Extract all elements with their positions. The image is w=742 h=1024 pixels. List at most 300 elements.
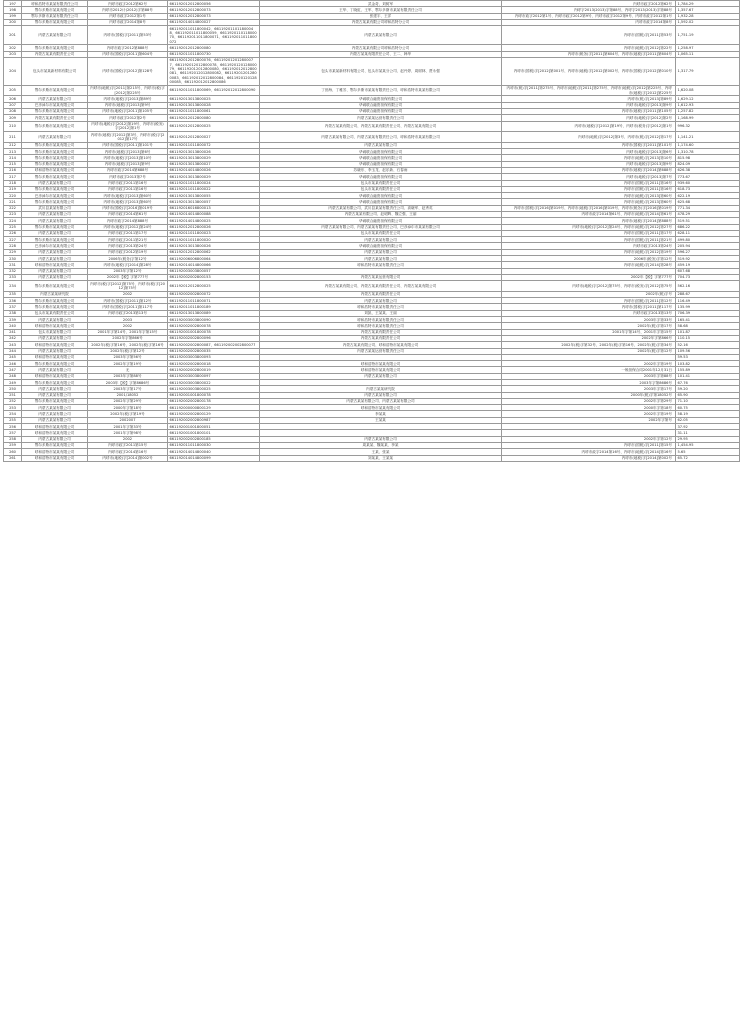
row-number-cell: 222 [4, 205, 22, 211]
guarantor-name-cell: 内蒙古某某有限公司 [260, 256, 502, 262]
loan-balance-cell: 459.19 [676, 262, 740, 268]
loan-balance-cell: 1,592.02 [676, 19, 740, 25]
row-number-cell: 199 [4, 13, 22, 19]
loan-balance-cell: 58.19 [676, 411, 740, 417]
guarantee-contract-cell: 内呼市(国税)字[2012]第001号、内呼市(地税)字[2012]第002号、内呼市(国税)字[2012]第010号 [502, 57, 676, 85]
table-row [4, 132, 740, 143]
borrower-name-cell: 内蒙古某某有限公司 [22, 411, 88, 417]
borrower-name-cell: 鄂尔多斯市某某有限公司 [22, 442, 88, 448]
guarantee-contract-cell: 内呼市(地税)字[2012]第24号、内呼市(地税)字[2012]第27号 [502, 224, 676, 230]
contract-number-cell: 内呼市(税)字[2012]第75号、内呼市(税)字[2012]第75号 [88, 281, 168, 292]
account-number-cell: 661192014014800026 [168, 167, 260, 173]
loan-balance-cell: 67.76 [676, 380, 740, 386]
guarantor-name-cell: 王某、张某 [260, 449, 502, 455]
contract-number-cell: 2002 [88, 291, 168, 297]
loan-balance-cell: 62.05 [676, 417, 740, 423]
row-number-cell: 233 [4, 274, 22, 280]
borrower-name-cell: 鄂尔多斯市某某有限公司 [22, 224, 88, 230]
row-number-cell: 213 [4, 149, 22, 155]
borrower-name-cell: 巴彦淖尔市某某有限公司 [22, 193, 88, 199]
guarantee-contract-cell: 2002年(税)字第17号 [502, 323, 676, 329]
borrower-name-cell: 内蒙古某某研究院 [22, 291, 88, 297]
borrower-name-cell: 鄂尔多斯市某某有限公司 [22, 45, 88, 51]
borrower-name-cell: 鄂尔多斯市某某有限公司 [22, 161, 88, 167]
loan-balance-cell: 1,141.21 [676, 132, 740, 143]
loan-balance-cell: 625.68 [676, 199, 740, 205]
borrower-name-cell: 内蒙古某某有限公司 [22, 96, 88, 102]
borrower-name-cell: 鄂尔多斯市某某有限公司 [22, 237, 88, 243]
account-number-cell: 661192003003800093 [168, 354, 260, 360]
account-number-cell: 661192012012800025 [168, 281, 260, 292]
guarantee-contract-cell: 内呼市政字2012第62号 [502, 1, 676, 7]
guarantor-name-cell: 华诚联合融资担保有限公司 [260, 102, 502, 108]
contract-number-cell: 2002年字第19号 [88, 361, 168, 367]
guarantee-contract-cell: 2002年(税)字第32号、2002年(税)字第16号、2002年(税)字第34号 [502, 342, 676, 348]
account-number-cell: 661192013013800029 [168, 155, 260, 161]
contract-number-cell: 内呼市政字2013第13号 [88, 310, 168, 316]
row-number-cell: 251 [4, 392, 22, 398]
loan-balance-cell: 622.19 [676, 193, 740, 199]
account-number-cell: 661192002002800078 [168, 323, 260, 329]
guarantor-name-cell: 内蒙古某某有限公司 [260, 298, 502, 304]
row-number-cell: 249 [4, 380, 22, 386]
table-row [4, 281, 740, 292]
row-number-cell: 230 [4, 256, 22, 262]
account-number-cell: 661192013013800028 [168, 102, 260, 108]
row-number-cell: 240 [4, 323, 22, 329]
loan-balance-cell: 1,310.78 [676, 149, 740, 155]
contract-number-cell: 2003年字第88号 [88, 373, 168, 379]
guarantee-contract-cell: 内呼市(国税)字[2011]第12号 [502, 298, 676, 304]
guarantor-name-cell: 内蒙古某某有限公司 [260, 436, 502, 442]
guarantor-name-cell: 内蒙古某某有限公司 [260, 392, 502, 398]
guarantee-contract-cell: 内呼市(地税)字[2014]第688号 [502, 167, 676, 173]
account-number-cell: 661192002002800153 [168, 274, 260, 280]
guarantor-name-cell: 内蒙古某某有限责任公司 [260, 291, 502, 297]
guarantee-contract-cell: 内呼市(地税)字[2013]第10号 [502, 155, 676, 161]
row-number-cell: 200 [4, 19, 22, 25]
account-number-cell: 661192003003800025 [168, 386, 260, 392]
account-number-cell: 661192011011800022 [168, 186, 260, 192]
guarantee-contract-cell: 2003年字第8686号 [502, 380, 676, 386]
contract-number-cell: 内呼市2012计(2012)字第88号 [88, 7, 168, 13]
guarantor-name-cell: 内蒙古某某有限公司、内蒙古某某有限公司 [260, 398, 502, 404]
borrower-name-cell: 包头市某某有限责任公司 [22, 310, 88, 316]
row-number-cell: 209 [4, 115, 22, 121]
guarantor-name-cell: 内蒙古某某有限公司 [260, 237, 502, 243]
account-number-cell: 661192011011800020 [168, 237, 260, 243]
guarantee-contract-cell: 内呼市(税)字[2011]第275号、内呼市(地税)字[2011]第275号、内呼市(地税)字[2012]第225号、内呼市(地税)字[2012]第225号 [502, 85, 676, 96]
account-number-cell: 661192001001800078 [168, 329, 260, 335]
loan-balance-cell: 562.16 [676, 281, 740, 292]
row-number-cell: 257 [4, 430, 22, 436]
guarantee-contract-cell: 内呼市(地税)字[2014]第888号 [502, 218, 676, 224]
guarantor-name-cell: 内蒙古某某运营有限公司 [260, 274, 502, 280]
guarantee-contract-cell: 2002年(税)字号 [502, 291, 676, 297]
guarantee-contract-cell: 2001年字第14号、2001年字第15号 [502, 329, 676, 335]
loan-balance-cell: 1,932.28 [676, 13, 740, 19]
guarantee-contract-cell: 内呼市政字2013第13号 [502, 310, 676, 316]
contract-number-cell: 2000年字第18号 [88, 405, 168, 411]
borrower-name-cell: 巴彦淖尔市某某有限公司 [22, 102, 88, 108]
loan-balance-cell: 165.41 [676, 317, 740, 323]
borrower-name-cell: 内蒙古某某有限公司 [22, 348, 88, 354]
row-number-cell: 211 [4, 132, 22, 143]
guarantor-name-cell: 包头市某某有限责任公司 [260, 180, 502, 186]
guarantee-contract-cell: 内呼市(地税)字[2013]第60号 [502, 193, 676, 199]
guarantee-contract-cell: 一般担保合同2001年12月31日 [502, 367, 676, 373]
loan-balance-cell: 1,065.11 [676, 51, 740, 57]
guarantee-contract-cell: 内呼市(国税)字[2011]第16号 [502, 186, 676, 192]
account-number-cell: 661192013013800089 [168, 310, 260, 316]
row-number-cell: 202 [4, 45, 22, 51]
row-number-cell: 243 [4, 342, 22, 348]
account-number-cell: 661192014014800040 [168, 449, 260, 455]
guarantee-contract-cell: 内呼市(国税)字[2011]第21号 [502, 237, 676, 243]
contract-number-cell: 2003年【税】字第8686号 [88, 380, 168, 386]
loan-balance-cell: 65.90 [676, 392, 740, 398]
guarantor-name-cell: 华诚联合融资担保有限公司 [260, 155, 502, 161]
table-row [4, 57, 740, 85]
guarantee-contract-cell: 内呼市(国税)字[2011]第53号 [502, 26, 676, 45]
contract-number-cell: 内呼市(地税)字[2013]第6号 [88, 149, 168, 155]
table-row [4, 455, 740, 461]
contract-number-cell: 内呼市政字2014第888号 [88, 218, 168, 224]
guarantor-name-cell: 内蒙古某某有限公司呼和浩特分公司 [260, 19, 502, 25]
contract-number-cell: 内呼市政字2012第1号 [88, 13, 168, 19]
loan-balance-cell: 1,612.93 [676, 102, 740, 108]
document-page [3, 0, 739, 462]
loan-balance-cell: 499.80 [676, 237, 740, 243]
account-number-cell: 661192012012800073 [168, 7, 260, 13]
contract-number-cell: 内呼市政字2011第16号 [88, 180, 168, 186]
row-number-cell: 258 [4, 436, 22, 442]
account-number-cell: 661192011011800030 [168, 442, 260, 448]
guarantee-contract-cell: 2002年字第19号 [502, 361, 676, 367]
borrower-name-cell: 鄂尔多斯市某某有限公司 [22, 298, 88, 304]
contract-number-cell: 2001年字第33号 [88, 424, 168, 430]
guarantee-contract-cell: 2002年字第12号 [502, 436, 676, 442]
row-number-cell: 220 [4, 193, 22, 199]
row-number-cell: 206 [4, 96, 22, 102]
row-number-cell: 215 [4, 161, 22, 167]
guarantor-name-cell: 刘某某、王某某 [260, 455, 502, 461]
contract-number-cell: 2003 [88, 317, 168, 323]
guarantee-contract-cell: 内呼市(国税)字[2011]第16号 [502, 180, 676, 186]
account-number-cell: 661192011011800069、661192012012800090 [168, 85, 260, 96]
borrower-name-cell: 内蒙古某某有限公司 [22, 180, 88, 186]
account-number-cell: 661192013013800029 [168, 174, 260, 180]
contract-number-cell: 内呼市政字2014第16号 [88, 449, 168, 455]
loan-balance-cell: 1,317.79 [676, 57, 740, 85]
contract-number-cell: 内呼市政字2013第7号 [88, 174, 168, 180]
contract-number-cell: 内呼市政字2014第61号 [88, 211, 168, 217]
borrower-name-cell: 鄂尔多斯市某某有限公司 [22, 7, 88, 13]
guarantor-name-cell: 华诚联合融资担保有限公司 [260, 149, 502, 155]
table-body [4, 1, 740, 462]
guarantor-name-cell: 内蒙古某某有限公司、内蒙古某某有限责任公司、巴彦淖尔市某某有限公司 [260, 224, 502, 230]
loan-balance-cell: 288.67 [676, 291, 740, 297]
borrower-name-cell: 鄂尔多斯市某某有限公司 [22, 108, 88, 114]
row-number-cell: 255 [4, 417, 22, 423]
account-number-cell: 661192002002800019 [168, 367, 260, 373]
loan-balance-cell: 1,751.19 [676, 26, 740, 45]
account-number-cell: 661192011011800024 [168, 180, 260, 186]
row-number-cell: 231 [4, 262, 22, 268]
contract-number-cell: 内呼市(地税)字[2013]第89号 [88, 96, 168, 102]
account-number-cell: 661192000000800129 [168, 405, 260, 411]
row-number-cell: 238 [4, 310, 22, 316]
loan-balance-cell: 706.39 [676, 310, 740, 316]
contract-number-cell: 内呼市(国税)字[2016]第019号 [88, 205, 168, 211]
guarantor-name-cell: 内蒙古某某研究院 [260, 386, 502, 392]
guarantee-contract-cell: 内呼市(国税)字[2011]第117号 [502, 304, 676, 310]
loan-balance-cell: 1,258.97 [676, 45, 740, 51]
loan-balance-cell: 1,174.60 [676, 142, 740, 148]
contract-number-cell: 内呼市(地税)字[2013]第9号 [88, 102, 168, 108]
guarantor-name-cell: 内蒙古某某运营有限责任公司 [260, 115, 502, 121]
loan-balance-cell: 824.09 [676, 161, 740, 167]
borrower-name-cell: 鄂尔多斯市某某有限公司 [22, 398, 88, 404]
contract-number-cell: 内呼市政字2012第888号 [88, 45, 168, 51]
loan-balance-cell: 1,357.67 [676, 7, 740, 13]
borrower-name-cell: 鄂尔多斯市某某有限公司 [22, 174, 88, 180]
loan-balance-cell: 60.75 [676, 405, 740, 411]
borrower-name-cell: 呼和浩特市某某有限公司 [22, 167, 88, 173]
row-number-cell: 216 [4, 167, 22, 173]
guarantor-name-cell: 武金奇、刘树军 [260, 1, 502, 7]
contract-number-cell: 内呼市(地税)字[2014]第002号 [88, 455, 168, 461]
guarantor-name-cell: 内蒙古某某有限公司、赵明辉、魏立强、王丽 [260, 211, 502, 217]
guarantor-name-cell: 内蒙古某某有限公司、呼和浩特市某某有限公司 [260, 342, 502, 348]
borrower-name-cell: 呼和浩特市某某有限公司 [22, 354, 88, 360]
contract-number-cell: 内呼市政字2012第62号 [88, 1, 168, 7]
guarantee-contract-cell: 2002年【税】字第777号 [502, 274, 676, 280]
guarantee-contract-cell: 内呼市政字2014第61号、内呼市(地税)字[2014]第61号 [502, 211, 676, 217]
borrower-name-cell: 内蒙古某某有限公司 [22, 436, 88, 442]
guarantee-contract-cell: 内呼市(地税)字[2014]第28号 [502, 262, 676, 268]
loan-balance-cell: 101.41 [676, 373, 740, 379]
borrower-name-cell: 鄂尔多斯市某某有限公司 [22, 380, 88, 386]
row-number-cell: 217 [4, 174, 22, 180]
borrower-name-cell: 武川县某某有限公司 [22, 205, 88, 211]
guarantee-contract-cell: 内呼市(国税)字[2016]第019号、内呼市(地税)字[2016]第019号、内呼市(税务)字[2016]第019号 [502, 205, 676, 211]
account-number-cell: 661192002002800035 [168, 348, 260, 354]
account-number-cell: 661192011011800042、661192011011800048、661192011011800059、661192011011800070、661192011011800071、661192011011800072 [168, 26, 260, 45]
borrower-name-cell: 内蒙古某某有限公司 [22, 230, 88, 236]
guarantee-contract-cell: 内呼市(地税)字[2011]第105号 [502, 108, 676, 114]
guarantee-contract-cell: 内呼市(地税)字[2012]第22号 [502, 45, 676, 51]
account-number-cell: 661192003003800090 [168, 317, 260, 323]
account-number-cell: 661192013013800027 [168, 161, 260, 167]
account-number-cell: 661192011011800072 [168, 142, 260, 148]
loan-balance-cell: 59.53 [676, 354, 740, 360]
contract-number-cell: 内呼市政字2011第17号 [88, 230, 168, 236]
row-number-cell: 241 [4, 329, 22, 335]
guarantor-name-cell: 内蒙古某某有限公司 [260, 373, 502, 379]
borrower-name-cell: 鄂尔多斯市某某有限公司 [22, 85, 88, 96]
row-number-cell: 228 [4, 243, 22, 249]
loan-balance-cell: 37.92 [676, 424, 740, 430]
guarantor-name-cell: 呼和浩特市某某有限公司 [260, 367, 502, 373]
contract-number-cell: 2001/18052 [88, 392, 168, 398]
borrower-name-cell: 呼和浩特市某某有限公司 [22, 424, 88, 430]
loan-balance-cell: 5.65 [676, 449, 740, 455]
account-number-cell: 661192011011800061 [168, 108, 260, 114]
row-number-cell: 208 [4, 108, 22, 114]
row-number-cell: 198 [4, 7, 22, 13]
loan-balance-cell: 1,454.95 [676, 442, 740, 448]
row-number-cell: 227 [4, 237, 22, 243]
guarantee-contract-cell: 2003年字第88号 [502, 373, 676, 379]
contract-number-cell: 内呼市(国税)字[2011]第604号 [88, 51, 168, 57]
contract-number-cell: 2002年(税)字第19号 [88, 411, 168, 417]
contract-number-cell: 2001年字第98号 [88, 430, 168, 436]
guarantor-name-cell: 包头市某某新材料有限公司、包头市某某分公司、赵丹婷、周树林、贾永强 [260, 57, 502, 85]
contract-number-cell: 内呼市政字2013第24号 [88, 243, 168, 249]
borrower-name-cell: 内蒙古某某有限公司 [22, 405, 88, 411]
loan-balance-cell: 596.27 [676, 249, 740, 255]
borrower-name-cell: 内蒙古某某有限公司 [22, 268, 88, 274]
guarantor-name-cell: 呼和浩特市某某有限责任公司 [260, 262, 502, 268]
borrower-name-cell: 内蒙古某某有限公司 [22, 317, 88, 323]
guarantor-name-cell: 内蒙古某某有限责任公司 [260, 335, 502, 341]
contract-number-cell: 内呼市政字2011第15号 [88, 442, 168, 448]
row-number-cell: 237 [4, 304, 22, 310]
loan-balance-cell: 29.95 [676, 436, 740, 442]
guarantor-name-cell: 华诚联合融资担保有限公司 [260, 218, 502, 224]
guarantee-contract-cell: 2002年字第866号 [502, 335, 676, 341]
guarantor-name-cell: 周某某、魏某某、李某 [260, 442, 502, 448]
loan-balance-cell: 58.68 [676, 323, 740, 329]
row-number-cell: 253 [4, 405, 22, 411]
guarantor-name-cell: 呼和浩特市某某有限公司 [260, 405, 502, 411]
account-number-cell: 661192013013800025 [168, 96, 260, 102]
account-number-cell: 661192012012800027 [168, 132, 260, 143]
guarantee-contract-cell: 内呼市(税务)字[2011]第604号、内呼市(地税)字[2011]第604号 [502, 51, 676, 57]
row-number-cell: 254 [4, 411, 22, 417]
borrower-name-cell: 内蒙古某某有限公司 [22, 256, 88, 262]
borrower-name-cell: 包头市某某新材料有限公司 [22, 57, 88, 85]
borrower-name-cell: 呼和浩特市某某有限公司 [22, 342, 88, 348]
guarantee-contract-cell: 2000年字第18号 [502, 405, 676, 411]
account-number-cell: 661192012012800062 [168, 249, 260, 255]
account-number-cell: 661192016016800013 [168, 205, 260, 211]
borrower-name-cell: 呼和浩特市某某有限公司 [22, 430, 88, 436]
contract-number-cell: 内呼市政字2011第16号 [88, 186, 168, 192]
guarantee-contract-cell: 内呼字2013(2013)字第88号、内呼字2013(2013)字第88号 [502, 7, 676, 13]
loan-balance-cell: 939.60 [676, 180, 740, 186]
loan-balance-cell: 1,168.99 [676, 115, 740, 121]
contract-number-cell: 内呼市(国税)字[2011]第101号 [88, 142, 168, 148]
guarantor-name-cell: 华诚联合融资担保有限公司 [260, 243, 502, 249]
guarantee-contract-cell: 内呼市(地税)字[2013]第9号 [502, 161, 676, 167]
contract-number-cell: 内呼市(地税)字[2013]第60号 [88, 199, 168, 205]
guarantee-contract-cell: 内呼市(地税)字[2013]第60号 [502, 199, 676, 205]
account-number-cell: 661192011011800189 [168, 304, 260, 310]
row-number-cell: 205 [4, 85, 22, 96]
contract-number-cell: 2006年(税务)字第12号 [88, 256, 168, 262]
row-number-cell: 218 [4, 180, 22, 186]
loan-balance-cell: 1,620.08 [676, 85, 740, 96]
guarantor-name-cell: 苏晓东、李玉龙、赵乐新、石春雨 [260, 167, 502, 173]
account-number-cell: 661192002002800072 [168, 291, 260, 297]
guarantor-name-cell: 张建宇、王洋 [260, 13, 502, 19]
guarantee-contract-cell: 2002年字第29号 [502, 398, 676, 404]
account-number-cell: 661192012012800073 [168, 13, 260, 19]
guarantor-name-cell: 华诚联合融资担保有限公司 [260, 193, 502, 199]
borrower-name-cell: 呼和浩特市某某有限责任公司 [22, 1, 88, 7]
guarantee-contract-cell: 2002年(税)字第12号 [502, 348, 676, 354]
contract-number-cell: 内呼市(地税)字[2013]第9号 [88, 161, 168, 167]
contract-number-cell: 2002年(税)字第16号、2002年(税)字第16号 [88, 342, 168, 348]
loan-balance-cell: 519.92 [676, 256, 740, 262]
guarantee-contract-cell: 2006年(税务)字第12号 [502, 256, 676, 262]
loan-balance-cell: 103.82 [676, 361, 740, 367]
borrower-name-cell: 呼和浩特市某某有限公司 [22, 373, 88, 379]
guarantor-name-cell: 内蒙古某某有限责任公司 [260, 329, 502, 335]
guarantee-contract-cell: 内呼市(国税)字[2011]第101号 [502, 142, 676, 148]
contract-number-cell: 2002年字第866号 [88, 335, 168, 341]
contract-number-cell: 内呼市政字2012第19号 [88, 249, 168, 255]
account-number-cell: 661192011011800071 [168, 298, 260, 304]
row-number-cell: 259 [4, 442, 22, 448]
borrower-name-cell: 呼和浩特市某某有限公司 [22, 449, 88, 455]
borrower-name-cell: 内蒙古某某有限公司 [22, 218, 88, 224]
guarantee-contract-cell: 内呼市政字2012第1号、内呼市政字2012第9号、内呼市政字2012第9号、内呼市政字2012第1号 [502, 13, 676, 19]
contract-number-cell: 2002年字第29号 [88, 398, 168, 404]
account-number-cell: 661192013013800026 [168, 149, 260, 155]
contract-number-cell: 无 [88, 367, 168, 373]
guarantee-contract-cell: 内呼市(地税)字[2012]第19号 [502, 249, 676, 255]
loan-balance-cell: 607.68 [676, 268, 740, 274]
account-number-cell: 661192014014800066 [168, 262, 260, 268]
contract-number-cell: 内呼市(国税)字[2011]第53号 [88, 26, 168, 45]
account-number-cell: 661192001001800078 [168, 392, 260, 398]
contract-number-cell: 2002年【税】字第777号 [88, 274, 168, 280]
account-number-cell: 661192012012800076、661192012012800077、661192012012800078、661192012012800079、661192012012800080、661192012012800081、661192012012800082、661192012012800083、661192012012800084、661192012012800085、661192012012800086 [168, 57, 260, 85]
borrower-name-cell: 内蒙古某某有限公司 [22, 335, 88, 341]
row-number-cell: 252 [4, 398, 22, 404]
guarantor-name-cell: 内蒙古某某有限公司、内蒙古某某有限责任公司、内蒙古某某有限公司 [260, 121, 502, 132]
account-number-cell: 661192012012800026 [168, 224, 260, 230]
guarantor-name-cell: 包头市某某有限责任公司 [260, 186, 502, 192]
contract-number-cell: 内呼市(地税)字[2013]第10号 [88, 155, 168, 161]
row-number-cell: 245 [4, 354, 22, 360]
guarantor-name-cell: 呼和浩特市某某有限责任公司 [260, 323, 502, 329]
table-row [4, 121, 740, 132]
account-number-cell: 661192012012800080 [168, 45, 260, 51]
borrower-name-cell: 鄂尔多斯市某某有限公司 [22, 304, 88, 310]
account-number-cell: 661192012012800056 [168, 1, 260, 7]
guarantor-name-cell: 内蒙古某某有限公司 [260, 142, 502, 148]
guarantee-contract-cell: 内呼市政字2014第8号 [502, 19, 676, 25]
row-number-cell: 221 [4, 199, 22, 205]
row-number-cell: 201 [4, 26, 22, 45]
guarantee-contract-cell: 内呼市政字2013第24号 [502, 243, 676, 249]
guarantee-contract-cell: 内呼市(地税)字[2013]第9号 [502, 102, 676, 108]
row-number-cell: 234 [4, 281, 22, 292]
row-number-cell: 244 [4, 348, 22, 354]
row-number-cell: 204 [4, 57, 22, 85]
borrower-name-cell: 鄂尔多斯市某某有限责任公司 [22, 13, 88, 19]
loan-balance-cell: 1,629.12 [676, 96, 740, 102]
loan-balance-cell: 155.89 [676, 367, 740, 373]
loan-balance-cell: 996.32 [676, 121, 740, 132]
contract-number-cell: 内呼市(地税)字[2011]第105号 [88, 108, 168, 114]
guarantee-contract-cell: 内呼市(地税)字[2012]第75号、内呼市(税务)字[2012]第75号 [502, 281, 676, 292]
guarantor-name-cell: 内蒙古某某有限公司、内蒙古某某有限责任公司、内蒙古某某有限公司 [260, 281, 502, 292]
